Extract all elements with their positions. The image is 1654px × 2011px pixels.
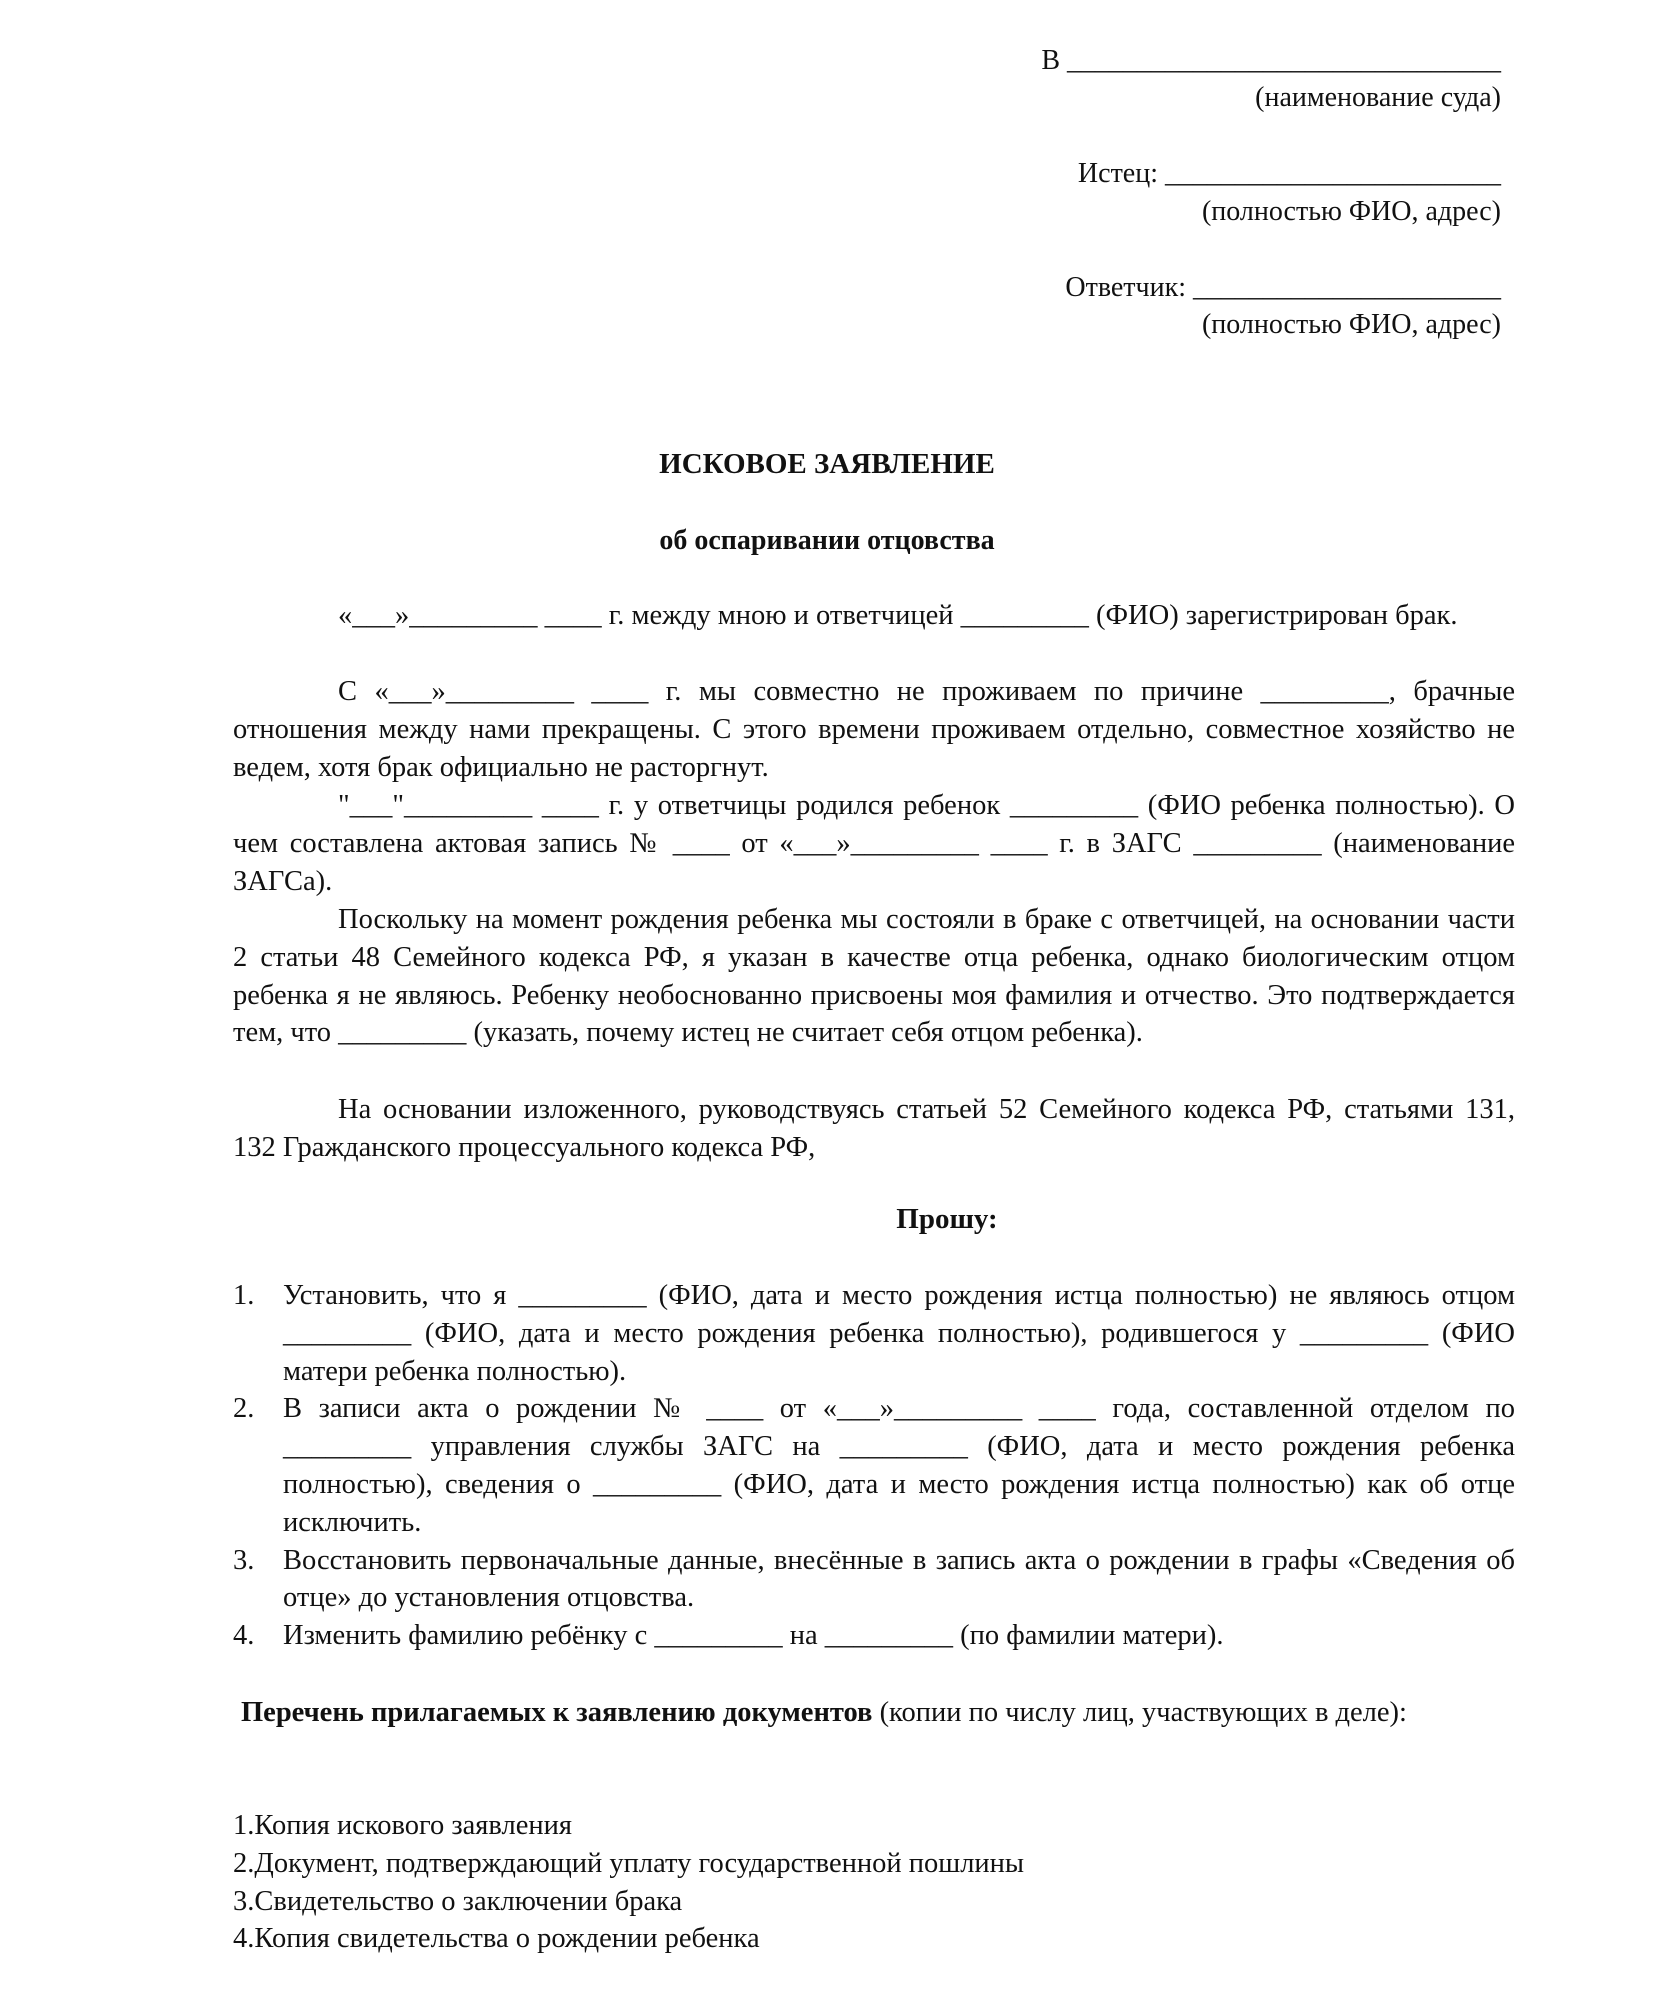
request-item: 1. Установить, что я _________ (ФИО, дата и место рождения истца полностью) не являюсь отцом _________ (ФИО, дата и место рождения ребенка полностью), родившегося у _________ (ФИО матери ребенка полностью). xyxy=(233,1280,1515,1387)
court-caption: (наименование суда) xyxy=(1255,82,1501,113)
request-list xyxy=(233,1277,1515,1655)
paragraph-child-birth: "___"_________ ____ г. у ответчицы родился ребенок _________ (ФИО ребенка полностью). О чем составлена актовая запись № ____ от «___»_________ ____ г. в ЗАГС _________ (наименование ЗАГСа). xyxy=(233,790,1515,897)
document-subtitle: об оспаривании отцовства xyxy=(659,525,995,556)
request-item: 2. В записи акта о рождении № ____ от «___»_________ ____ года, составленной отделом по _________ управления службы ЗАГС на _________ (ФИО, дата и место рождения ребенка полностью), сведения о _________ (ФИО, дата и место рождения истца полностью) как об отце исключить. xyxy=(233,1393,1515,1538)
defendant-line: Ответчик: ______________________ xyxy=(1065,272,1501,303)
attachment-item: 3.Свидетельство о заключении брака xyxy=(233,1885,683,1917)
attachments-list xyxy=(233,1807,1515,1958)
attachments-heading: Перечень прилагаемых к заявлению документов (копии по числу лиц, участвующих в деле): xyxy=(241,1697,1407,1728)
plaintiff-caption: (полностью ФИО, адрес) xyxy=(1201,196,1501,227)
paragraph-legal-basis: На основании изложенного, руководствуясь статьей 52 Семейного кодекса РФ, статьями 131, 132 Гражданского процессуального кодекса РФ, xyxy=(233,1094,1515,1163)
defendant-caption: (полностью ФИО, адрес) xyxy=(1201,309,1501,340)
paragraph-separation: С «___»_________ ____ г. мы совместно не проживаем по причине _________, брачные отношения между нами прекращены. С этого времени проживаем отдельно, совместное хозяйство не ведем, хотя брак официально не расторгнут. xyxy=(233,676,1515,783)
plaintiff-line: Истец: ________________________ xyxy=(1077,158,1501,189)
request-item: 3. Восстановить первоначальные данные, внесённые в запись акта о рождении в графы «Сведения об отце» до установления отцовства. xyxy=(233,1544,1515,1614)
request-heading: Прошу: xyxy=(896,1203,998,1235)
document-title: ИСКОВОЕ ЗАЯВЛЕНИЕ xyxy=(659,448,995,480)
request-item: 4. Изменить фамилию ребёнку с _________ на _________ (по фамилии матери). xyxy=(233,1620,1224,1652)
attachment-item: 4.Копия свидетельства о рождении ребенка xyxy=(233,1923,760,1955)
paragraph-grounds: Поскольку на момент рождения ребенка мы состояли в браке с ответчицей, на основании части 2 статьи 48 Семейного кодекса РФ, я указан в качестве отца ребенка, однако биологическим отцом ребенка я не являюсь. Ребенку необоснованно присвоены моя фамилия и отчество. Это подтверждается тем, что _________ (указать, почему истец не считает себя отцом ребенка). xyxy=(233,904,1515,1049)
attachment-item: 1.Копия искового заявления xyxy=(233,1810,572,1841)
paragraph-marriage: «___»_________ ____ г. между мною и ответчицей _________ (ФИО) зарегистрирован брак. xyxy=(338,600,1458,631)
court-line: В _______________________________ xyxy=(1041,45,1501,76)
attachment-item: 2.Документ, подтверждающий уплату государственной пошлины xyxy=(233,1847,1025,1879)
